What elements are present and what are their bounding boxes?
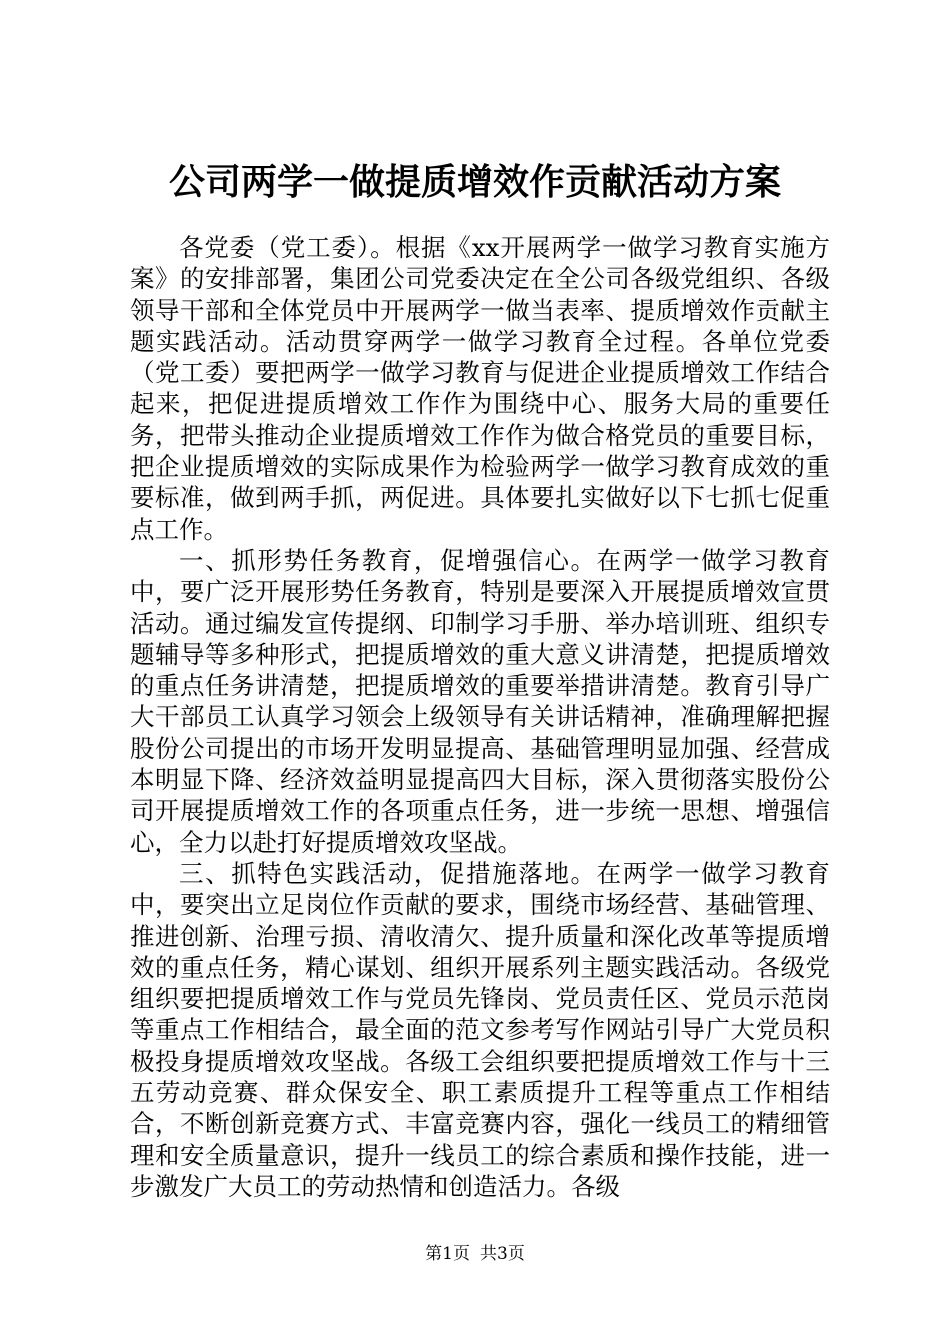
paragraph-section-three: 三、抓特色实践活动，促措施落地。在两学一做学习教育中，要突出立足岗位作贡献的要求，围绕市场经营、基础管理、推进创新、治理亏损、清收清欠、提升质量和深化改革等提质增效的重点任务，精心谋划、组织开展系列主题实践活动。各级党组织要把提质增效工作与党员先锋岗、党员责任区、党员示范岗等重点工作相结合，最全面的范文参考写作网站引导广大党员积极投身提质增效攻坚战。各级工会组织要把提质增效工作与十三五劳动竞赛、群众保安全、职工素质提升工程等重点工作相结合，不断创新竞赛方式、丰富竞赛内容，强化一线员工的精细管理和安全质量意识，提升一线员工的综合素质和操作技能，进一步激发广大员工的劳动热情和创造活力。各级	[130, 858, 830, 1201]
page-count: 共3页	[480, 1244, 525, 1264]
paragraph-intro: 各党委（党工委）。根据《xx开展两学一做学习教育实施方案》的安排部署，集团公司党委决定在全公司各级党组织、各级领导干部和全体党员中开展两学一做当表率、提质增效作贡献主题实践活动。活动贯穿两学一做学习教育全过程。各单位党委（党工委）要把两学一做学习教育与促进企业提质增效工作结合起来，把促进提质增效工作作为围绕中心、服务大局的重要任务，把带头推动企业提质增效工作作为做合格党员的重要目标，把企业提质增效的实际成果作为检验两学一做学习教育成效的重要标准，做到两手抓，两促进。具体要扎实做好以下七抓七促重点工作。	[130, 233, 830, 544]
page-footer	[0, 1242, 950, 1266]
document-body	[130, 232, 830, 1202]
page-number: 第1页	[425, 1244, 470, 1264]
paragraph-section-one: 一、抓形势任务教育，促增强信心。在两学一做学习教育中，要广泛开展形势任务教育，特别是要深入开展提质增效宣贯活动。通过编发宣传提纲、印制学习手册、举办培训班、组织专题辅导等多种形式，把提质增效的重大意义讲清楚，把提质增效的重点任务讲清楚，把提质增效的重要举措讲清楚。教育引导广大干部员工认真学习领会上级领导有关讲话精神，准确理解把握股份公司提出的市场开发明显提高、基础管理明显加强、经营成本明显下降、经济效益明显提高四大目标，深入贯彻落实股份公司开展提质增效工作的各项重点任务，进一步统一思想、增强信心，全力以赴打好提质增效攻坚战。	[130, 545, 830, 857]
document-title: 公司两学一做提质增效作贡献活动方案	[168, 161, 781, 203]
